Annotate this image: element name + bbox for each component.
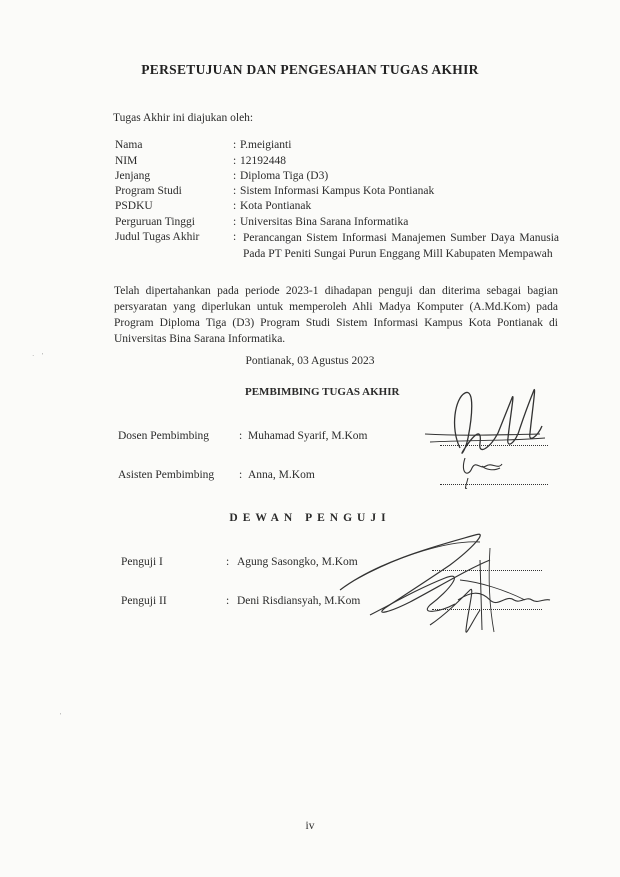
field-colon: : (233, 216, 237, 228)
field-colon: : (233, 170, 237, 182)
field-colon: : (233, 185, 237, 197)
field-label-nim: NIM (115, 155, 138, 167)
field-colon: : (233, 139, 237, 151)
pembimbing-heading: PEMBIMBING TUGAS AKHIR (245, 386, 400, 398)
signature-dosen-pembimbing (420, 378, 570, 493)
scan-mark: · (32, 352, 35, 360)
dosen-pembimbing-name: Muhamad Syarif, M.Kom (248, 430, 368, 442)
colon: : (239, 430, 243, 442)
penguji-2-name: Deni Risdiansyah, M.Kom (237, 595, 361, 607)
signature-line (440, 484, 548, 485)
penguji-1-name: Agung Sasongko, M.Kom (237, 556, 358, 568)
signature-line (432, 570, 542, 571)
field-label-judul: Judul Tugas Akhir (115, 231, 200, 243)
colon: : (239, 469, 243, 481)
field-label-jenjang: Jenjang (115, 170, 151, 182)
page-number: iv (305, 820, 315, 832)
signature-line (432, 609, 542, 610)
field-value-psdku: Kota Pontianak (240, 200, 312, 212)
field-value-judul: Perancangan Sistem Informasi Manajemen Sumber Daya Manusia Pada PT Peniti Sungai Purun Enggang Mill Kabupaten Mempawah (243, 232, 559, 260)
field-value-jenjang: Diploma Tiga (D3) (240, 170, 329, 182)
asisten-pembimbing-name: Anna, M.Kom (248, 469, 315, 481)
field-colon: : (233, 155, 237, 167)
field-colon: : (233, 200, 237, 212)
field-label-psdku: PSDKU (115, 200, 153, 212)
field-label-nama: Nama (115, 139, 143, 151)
penguji-1-label: Penguji I (121, 556, 163, 568)
asisten-pembimbing-label: Asisten Pembimbing (118, 469, 215, 481)
field-value-perguruan-tinggi: Universitas Bina Sarana Informatika (240, 216, 409, 228)
field-label-perguruan-tinggi: Perguruan Tinggi (115, 216, 195, 228)
field-value-program-studi: Sistem Informasi Kampus Kota Pontianak (240, 185, 435, 197)
place-date: Pontianak, 03 Agustus 2023 (245, 355, 375, 367)
page-title: PERSETUJUAN DAN PENGESAHAN TUGAS AKHIR (141, 62, 479, 77)
intro-text: Tugas Akhir ini diajukan oleh: (113, 112, 254, 124)
scan-mark: ' (42, 352, 44, 360)
field-value-nama: P.meigianti (240, 139, 292, 151)
statement-paragraph: Telah dipertahankan pada periode 2023-1 dihadapan penguji dan diterima sebagai bagian persyaratan yang diperlukan untuk memperoleh Ahli Madya Komputer (A.Md.Kom) pada Program Diploma Tiga (D3) Program Studi Sistem Informasi Kampus Kota Pontianak di Universitas Bina Sarana Informatika. (114, 285, 558, 345)
colon: : (226, 556, 230, 568)
dosen-pembimbing-label: Dosen Pembimbing (118, 430, 210, 442)
colon: : (226, 595, 230, 607)
penguji-heading: DEWAN PENGUJI (229, 512, 391, 524)
field-value-nim: 12192448 (240, 155, 286, 167)
field-colon: : (233, 231, 237, 243)
scan-mark: ' (60, 712, 62, 720)
signature-line (440, 445, 548, 446)
field-label-program-studi: Program Studi (115, 185, 182, 197)
penguji-2-label: Penguji II (121, 595, 167, 607)
signature-penguji (330, 520, 560, 650)
